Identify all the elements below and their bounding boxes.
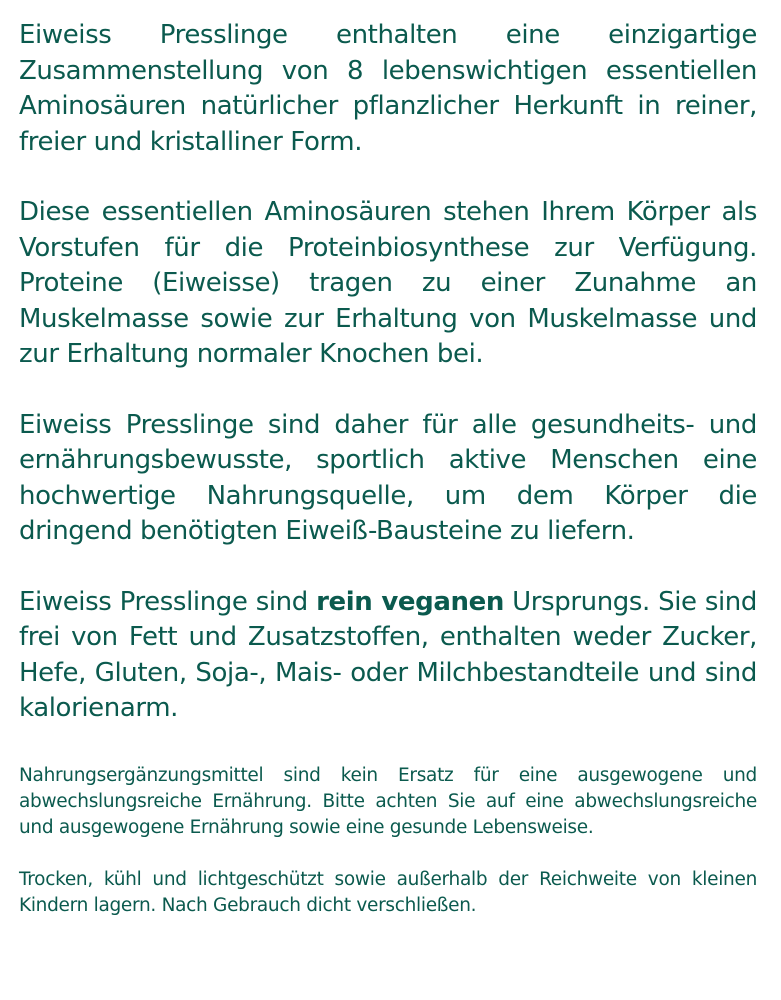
product-description — [19, 18, 757, 919]
paragraph-vegan-origin — [19, 585, 757, 727]
note-storage: Trocken, kühl und lichtgeschützt sowie außerhalb der Reichweite von kleinen Kindern lagern. Nach Gebrauch dicht verschließen. — [19, 868, 757, 916]
note-supplement-disclaimer: Nahrungsergänzungsmittel sind kein Ersatz für eine ausgewogene und abwechslungsreiche Ernährung. Bitte achten Sie auf eine abwechslungsreiche und ausgewogene Ernährung sowie eine gesunde Lebensweise. — [19, 764, 757, 838]
vegan-emphasis: rein veganen — [316, 586, 504, 617]
paragraph-protein-synthesis: Diese essentiellen Aminosäuren stehen Ihrem Körper als Vorstufen für die Proteinbiosynthese zur Verfügung. Proteine (Eiweisse) tragen zu einer Zunahme an Muskelmasse sowie zur Erhaltung von Muskelmasse und zur Erhaltung normaler Knochen bei. — [19, 197, 757, 369]
paragraph-target-audience: Eiweiss Presslinge sind daher für alle gesundheits- und ernährungsbewusste, sportlich aktive Menschen eine hochwertige Nahrungsquelle, um dem Körper die dringend benötigten Eiweiß-Bausteine zu liefern. — [19, 409, 757, 546]
vegan-text-before: Eiweiss Presslinge sind — [19, 586, 317, 617]
paragraph-amino-acids: Eiweiss Presslinge enthalten eine einzigartige Zusammenstellung von 8 lebenswichtigen essentiellen Aminosäuren natürlicher pflanzlicher Herkunft in reiner, freier und kristalliner Form. — [19, 20, 757, 157]
vegan-text-after: Ursprungs. Sie sind frei von Fett und Zusatzstoffen, enthalten weder Zucker, Hefe, Gluten, Soja-, Mais- oder Milchbestandteile und sind kalorienarm. — [19, 586, 757, 723]
